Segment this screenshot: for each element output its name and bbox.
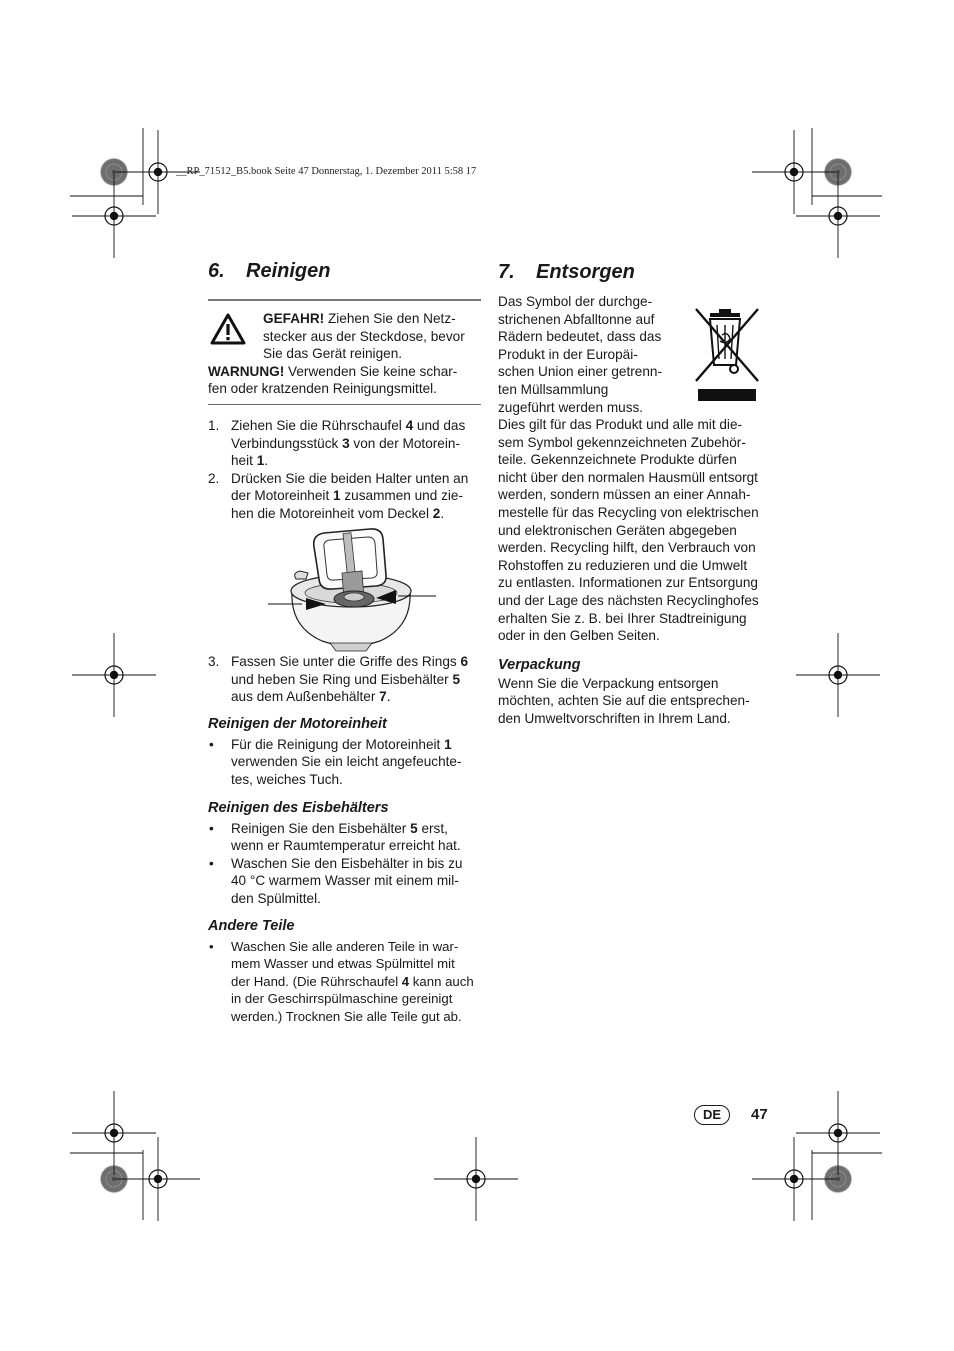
bullet-text: der Hand. (Die Rührschaufel xyxy=(231,973,402,989)
step-text: aus dem Außenbehälter xyxy=(231,689,380,705)
section-packaging xyxy=(498,657,773,727)
bullet-item xyxy=(208,855,483,908)
step-item xyxy=(208,653,483,706)
step-text: der Motoreinheit xyxy=(231,488,334,504)
steps-list-1 xyxy=(208,417,483,523)
bullet-text: 40 °C warmem Wasser mit einem mil- xyxy=(231,873,459,889)
warning-box xyxy=(208,310,483,398)
bullet-text: erst, xyxy=(417,820,448,836)
bullet-text: wenn er Raumtemperatur erreicht hat. xyxy=(231,838,461,854)
page-number: 47 xyxy=(751,1106,768,1123)
language-badge: DE xyxy=(694,1105,730,1125)
body-text: nicht über den normalen Hausmüll entsorgt xyxy=(498,469,758,485)
step-text: . xyxy=(386,689,391,705)
bullet: • xyxy=(209,855,214,871)
danger-label: GEFAHR! xyxy=(263,311,325,326)
body-text: ten Müllsammlung xyxy=(498,381,609,397)
warning-bottom-rule xyxy=(208,404,481,405)
body-text: zugeführt werden muss. xyxy=(498,399,644,415)
warning-text: Sie das Gerät reinigen. xyxy=(263,346,403,362)
heading-reinigen xyxy=(208,260,330,283)
crossed-out-wheelie-bin-icon xyxy=(690,305,764,403)
step-text: . xyxy=(440,505,445,521)
part-number: 3 xyxy=(342,435,350,451)
step-text: Drücken Sie die beiden Halter unten an xyxy=(231,470,469,486)
step-item xyxy=(208,470,483,523)
step-text: Ziehen Sie die Rührschaufel xyxy=(231,418,406,433)
body-text: den Umweltvorschriften in Ihrem Land. xyxy=(498,710,731,726)
bullet-text: kann auch xyxy=(409,973,474,989)
bullet-text: den Spülmittel. xyxy=(231,890,321,906)
body-text: werden, sondern müssen an einer Annah- xyxy=(498,487,751,503)
subheading-motor: Reinigen der Motoreinheit xyxy=(208,716,387,732)
step-text: . xyxy=(264,453,269,469)
step-text: hen die Motoreinheit vom Deckel xyxy=(231,505,433,521)
heading-title: Entsorgen xyxy=(536,261,635,283)
body-text: Wenn Sie die Verpackung entsorgen xyxy=(498,675,719,691)
bullet: • xyxy=(209,736,214,752)
part-number: 1 xyxy=(444,736,452,752)
heading-entsorgen xyxy=(498,261,635,284)
heading-number: 6. xyxy=(208,260,225,282)
body-text: mestelle für das Recycling von elektrischen xyxy=(498,504,759,520)
body-text: Produkt in der Europäi- xyxy=(498,346,638,362)
warning-label: WARNUNG! xyxy=(208,363,285,379)
step-text: und das xyxy=(413,418,466,433)
part-number: 1 xyxy=(333,488,341,504)
step-text: Verbindungsstück xyxy=(231,435,343,451)
warning-text: Verwenden Sie keine schar- xyxy=(284,363,458,379)
motor-unit-illustration xyxy=(262,527,440,655)
bullet: • xyxy=(209,938,214,954)
section-ice-container-cleaning xyxy=(208,800,483,908)
body-text: werden. Recycling hilft, den Verbrauch von xyxy=(498,540,756,556)
step-text: von der Motorein- xyxy=(349,435,460,451)
step-number: 2. xyxy=(208,470,220,486)
section-other-parts xyxy=(208,918,483,1026)
body-text: schen Union einer getrenn- xyxy=(498,364,662,380)
warning-text: fen oder kratzenden Reinigungsmittel. xyxy=(208,381,437,397)
bullet-text: werden.) Trocknen Sie alle Teile gut ab. xyxy=(231,1008,462,1024)
warning-top-rule xyxy=(208,299,481,301)
weee-intro xyxy=(498,293,688,416)
bullet-text: Reinigen Sie den Eisbehälter xyxy=(231,820,411,836)
warning-text: Ziehen Sie den Netz- xyxy=(324,311,456,326)
bullet: • xyxy=(209,820,214,836)
file-header: __RP_71512_B5.book Seite 47 Donnerstag, 1. Dezember 2011 5:58 17 xyxy=(176,166,477,177)
part-number: 2 xyxy=(432,505,441,521)
part-number: 4 xyxy=(401,973,410,989)
body-text: sem Symbol gekennzeichneten Zubehör- xyxy=(498,434,746,450)
part-number: 6 xyxy=(460,654,469,669)
bullet-text: Waschen Sie alle anderen Teile in war- xyxy=(231,938,459,954)
section-motor-cleaning xyxy=(208,716,483,788)
part-number: 5 xyxy=(410,820,418,836)
bullet-item xyxy=(208,736,483,789)
bullet-text: verwenden Sie ein leicht angefeuchte- xyxy=(231,754,462,770)
step-text: Fassen Sie unter die Griffe des Rings xyxy=(231,654,461,669)
body-text: oder in den Gelben Seiten. xyxy=(498,628,660,644)
bullet-text: mem Wasser und etwas Spülmittel mit xyxy=(231,956,455,972)
step-text: zusammen und zie- xyxy=(340,488,463,504)
body-text: Rohstoffen zu reduzieren und die Umwelt xyxy=(498,557,748,573)
body-text: erhalten Sie z. B. bei Ihrer Stadtreinigung xyxy=(498,610,747,626)
bullet-text: in der Geschirrspülmaschine gereinigt xyxy=(231,991,453,1007)
body-text: möchten, achten Sie auf die entsprechen- xyxy=(498,693,750,709)
subheading-packaging: Verpackung xyxy=(498,657,581,673)
body-text: teile. Gekennzeichnete Produkte dürfen xyxy=(498,452,737,468)
part-number: 1 xyxy=(256,453,265,469)
bullet-text: Für die Reinigung der Motoreinheit xyxy=(231,736,445,752)
body-text: und der Lage des nächsten Recyclinghofes xyxy=(498,592,759,608)
heading-title: Reinigen xyxy=(246,260,331,282)
bullet-text: Waschen Sie den Eisbehälter in bis zu xyxy=(231,855,463,871)
body-text: Rädern bedeutet, dass das xyxy=(498,329,662,345)
body-text: und elektronischen Geräten abgegeben xyxy=(498,522,737,538)
step-item xyxy=(208,417,483,470)
body-text: zu entlasten. Informationen zur Entsorgung xyxy=(498,575,758,591)
bullet-item xyxy=(208,938,483,1026)
weee-body xyxy=(498,416,773,645)
part-number: 5 xyxy=(452,671,460,687)
step-text: und heben Sie Ring und Eisbehälter xyxy=(231,671,453,687)
heading-number: 7. xyxy=(498,261,515,283)
subheading-other: Andere Teile xyxy=(208,918,295,934)
part-number: 7 xyxy=(379,689,387,705)
steps-list-2 xyxy=(208,653,483,706)
warning-text: stecker aus der Steckdose, bevor xyxy=(263,328,465,344)
body-text: strichenen Abfalltonne auf xyxy=(498,311,655,327)
step-number: 1. xyxy=(208,418,220,433)
body-text: Das Symbol der durchge- xyxy=(498,294,653,309)
subheading-ice: Reinigen des Eisbehälters xyxy=(208,800,389,816)
part-number: 4 xyxy=(405,418,414,433)
bullet-text: tes, weiches Tuch. xyxy=(231,771,343,787)
body-text: Dies gilt für das Produkt und alle mit die- xyxy=(498,417,743,432)
bullet-item xyxy=(208,820,483,855)
step-number: 3. xyxy=(208,654,220,669)
step-text: heit xyxy=(231,453,257,469)
